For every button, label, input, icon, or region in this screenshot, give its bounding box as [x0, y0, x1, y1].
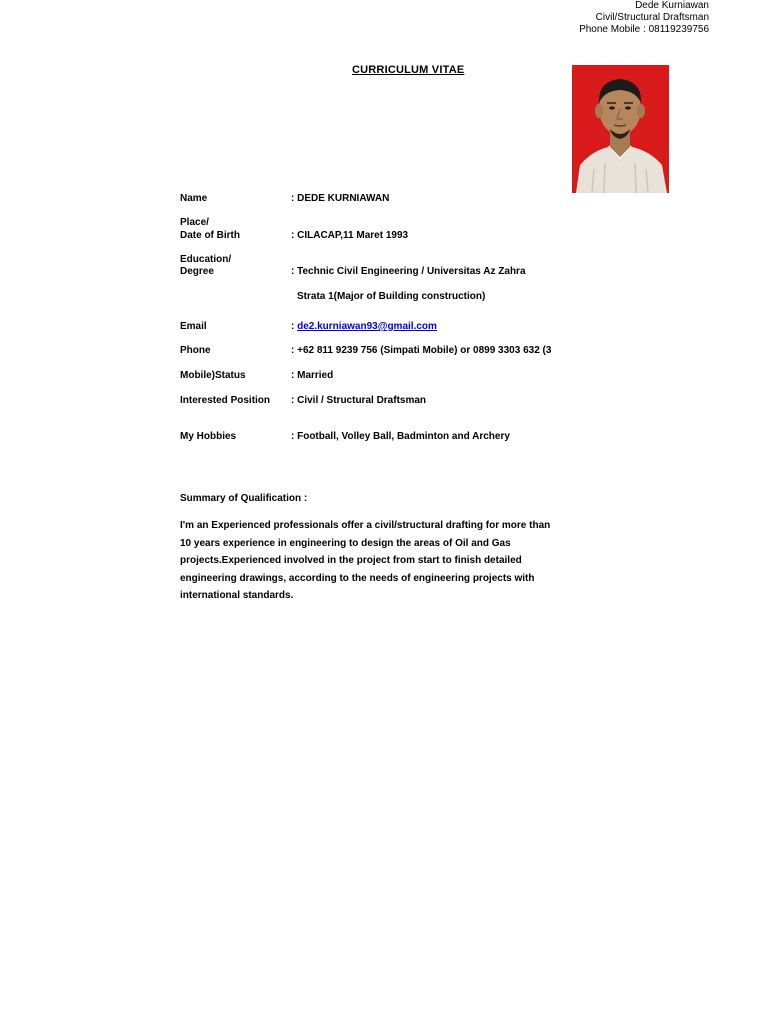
- position-value: : Civil / Structural Draftsman: [291, 395, 427, 406]
- phone-value: : +62 811 9239 756 (Simpati Mobile) or 0899 3303 632 (3: [291, 345, 552, 356]
- profile-photo: [572, 65, 669, 193]
- summary-line: projects.Experienced involved in the project from start to finish detailed: [180, 555, 522, 567]
- header-name: Dede Kurniawan: [635, 0, 709, 11]
- summary-line: I'm an Experienced professionals offer a civil/structural drafting for more than: [180, 520, 551, 531]
- summary-line: 10 years experience in engineering to design the areas of Oil and Gas: [180, 537, 511, 549]
- document-header: [579, 0, 709, 36]
- education-value-line2: Strata 1(Major of Building construction): [297, 291, 486, 302]
- page-title: CURRICULUM VITAE: [352, 64, 465, 76]
- email-prefix: :: [291, 321, 298, 332]
- name-label: Name: [180, 193, 208, 204]
- header-phone: Phone Mobile : 08119239756: [579, 24, 709, 35]
- phone-label: Phone: [180, 345, 211, 356]
- hobbies-label: My Hobbies: [180, 431, 237, 442]
- person-photo-icon: [572, 65, 669, 193]
- education-label-line2: Degree: [180, 266, 214, 277]
- summary-paragraph: [180, 517, 560, 605]
- summary-line: international standards.: [180, 590, 294, 602]
- hobbies-value: : Football, Volley Ball, Badminton and Archery: [291, 431, 510, 442]
- position-label: Interested Position: [180, 395, 271, 406]
- name-value: : DEDE KURNIAWAN: [291, 193, 390, 204]
- education-label-line1: Education/: [180, 254, 232, 265]
- education-value-line1: : Technic Civil Engineering / Universitas Az Zahra: [291, 266, 526, 277]
- status-label: Mobile)Status: [180, 370, 246, 381]
- birth-value: : CILACAP,11 Maret 1993: [291, 230, 409, 241]
- status-value: : Married: [291, 370, 334, 381]
- summary-heading: Summary of Qualification :: [180, 493, 308, 504]
- email-link[interactable]: de2.kurniawan93@gmail.com: [297, 321, 437, 332]
- email-row: [291, 320, 437, 333]
- birth-label-line2: Date of Birth: [180, 230, 240, 241]
- summary-line: engineering drawings, according to the needs of engineering projects with: [180, 572, 535, 584]
- header-role: Civil/Structural Draftsman: [595, 12, 709, 23]
- birth-label-line1: Place/: [180, 217, 209, 228]
- email-label: Email: [180, 321, 207, 332]
